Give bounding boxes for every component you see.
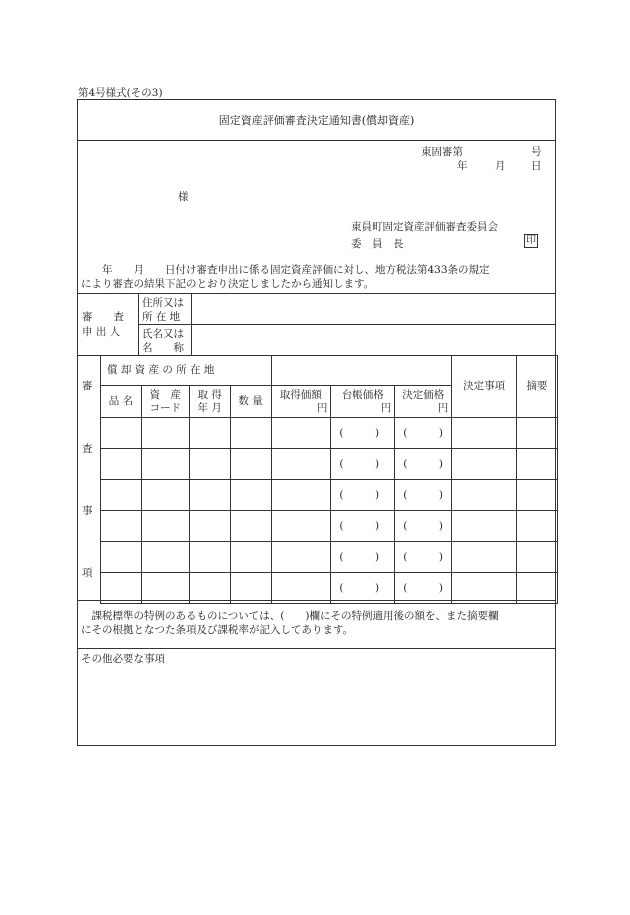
asset-cell (189, 542, 230, 573)
asset-cell (230, 511, 271, 542)
col-decision: 決定事項 (452, 356, 517, 418)
notice-form (77, 99, 556, 746)
asset-cell (189, 449, 230, 480)
col-ledger: 台帳価格 円 (331, 386, 395, 418)
asset-cell (141, 542, 189, 573)
col-quantity: 数 量 (230, 386, 271, 418)
date-day: 日 (531, 160, 542, 172)
ledger-price-cell: ( ) (331, 480, 395, 511)
asset-cell (141, 573, 189, 604)
asset-cell (517, 511, 558, 542)
asset-cell (452, 449, 517, 480)
side-label-4: 項 (82, 567, 93, 579)
decided-price-cell: ( ) (395, 573, 452, 604)
location-label: 償 却 資 産 の 所 在 地 (101, 356, 272, 386)
decided-price-cell: ( ) (395, 418, 452, 449)
asset-cell (452, 542, 517, 573)
side-label-1: 審 (82, 380, 93, 392)
asset-cell (452, 511, 517, 542)
asset-row (101, 511, 558, 542)
doc-number-suffix: 号 (531, 146, 542, 158)
asset-row (101, 449, 558, 480)
special-note-section (78, 600, 555, 648)
asset-cell (189, 418, 230, 449)
asset-cell (189, 480, 230, 511)
asset-cell (230, 480, 271, 511)
asset-row (101, 542, 558, 573)
applicant-label-line2: 申 出 人 (82, 326, 121, 338)
asset-row (101, 480, 558, 511)
asset-cell (101, 418, 142, 449)
asset-row (101, 418, 558, 449)
side-label-3: 事 (82, 505, 93, 517)
side-label-2: 査 (82, 443, 93, 455)
col-asset-code: 資 産 コード (141, 386, 189, 418)
col-item-name: 品 名 (101, 386, 142, 418)
asset-cell (141, 449, 189, 480)
location-row (101, 356, 558, 386)
address-label-1: 住所又は (142, 297, 184, 309)
ledger-price-cell: ( ) (331, 511, 395, 542)
col-remarks: 摘要 (517, 356, 558, 418)
title-divider (78, 140, 555, 141)
other-matters-section (78, 648, 555, 746)
asset-cell (141, 511, 189, 542)
asset-cell (101, 480, 142, 511)
address-label-2: 所 在 地 (142, 311, 181, 323)
asset-cell (101, 511, 142, 542)
asset-cell (271, 511, 331, 542)
decided-price-cell: ( ) (395, 480, 452, 511)
chair-title: 委 員 長 (351, 238, 404, 250)
asset-cell (189, 511, 230, 542)
committee-name: 東員町固定資産評価審査委員会 (351, 221, 498, 233)
asset-cell (517, 573, 558, 604)
addressee-honorific: 様 (178, 191, 189, 203)
date-month: 月 (495, 160, 506, 172)
asset-cell (517, 480, 558, 511)
asset-row (101, 573, 558, 604)
special-note-text: 課税標準の特例のあるものについては、( )欄にその特例適用後の額を、また摘要欄 にその根拠となつた条項及び課税率が記入してあります。 (81, 610, 499, 636)
asset-cell (271, 542, 331, 573)
asset-cell (452, 418, 517, 449)
asset-cell (517, 418, 558, 449)
ledger-price-cell: ( ) (331, 449, 395, 480)
asset-cell (230, 418, 271, 449)
form-number: 第4号様式(その3) (78, 87, 163, 99)
asset-cell (271, 480, 331, 511)
col-decided: 決定価格 円 (395, 386, 452, 418)
applicant-section (78, 293, 555, 355)
doc-number-prefix: 東固審第 (421, 146, 463, 158)
asset-cell (271, 418, 331, 449)
location-value (271, 356, 452, 386)
ledger-price-cell: ( ) (331, 542, 395, 573)
col-acquired: 取 得 年 月 (189, 386, 230, 418)
name-label-1: 氏名又は (142, 328, 184, 340)
asset-cell (230, 542, 271, 573)
ledger-price-cell: ( ) (331, 573, 395, 604)
form-title: 固定資産評価審査決定通知書(償却資産) (218, 114, 415, 127)
asset-cell (230, 573, 271, 604)
decided-price-cell: ( ) (395, 542, 452, 573)
ledger-price-cell: ( ) (331, 418, 395, 449)
col-cost: 取得価額 円 (271, 386, 331, 418)
decided-price-cell: ( ) (395, 449, 452, 480)
asset-cell (230, 449, 271, 480)
asset-cell (101, 449, 142, 480)
asset-cell (271, 573, 331, 604)
date-year: 年 (457, 160, 468, 172)
asset-cell (141, 418, 189, 449)
notice-text: 年 月 日付け審査申出に係る固定資産評価に対し、地方税法第433条の規定 により審査の結果下記のとおり決定しましたから通知します。 (81, 264, 490, 290)
other-matters-label: その他必要な事項 (81, 653, 165, 665)
applicant-label-line1: 審 査 (82, 311, 124, 323)
decided-price-cell: ( ) (395, 511, 452, 542)
asset-cell (452, 573, 517, 604)
asset-cell (452, 480, 517, 511)
review-section (78, 355, 555, 600)
asset-cell (189, 573, 230, 604)
name-label-2: 名 称 (142, 342, 184, 354)
asset-cell (101, 542, 142, 573)
asset-table (100, 355, 558, 604)
asset-cell (271, 449, 331, 480)
asset-cell (517, 449, 558, 480)
asset-cell (517, 542, 558, 573)
asset-cell (141, 480, 189, 511)
seal-mark: 印 (526, 235, 536, 246)
asset-cell (101, 573, 142, 604)
